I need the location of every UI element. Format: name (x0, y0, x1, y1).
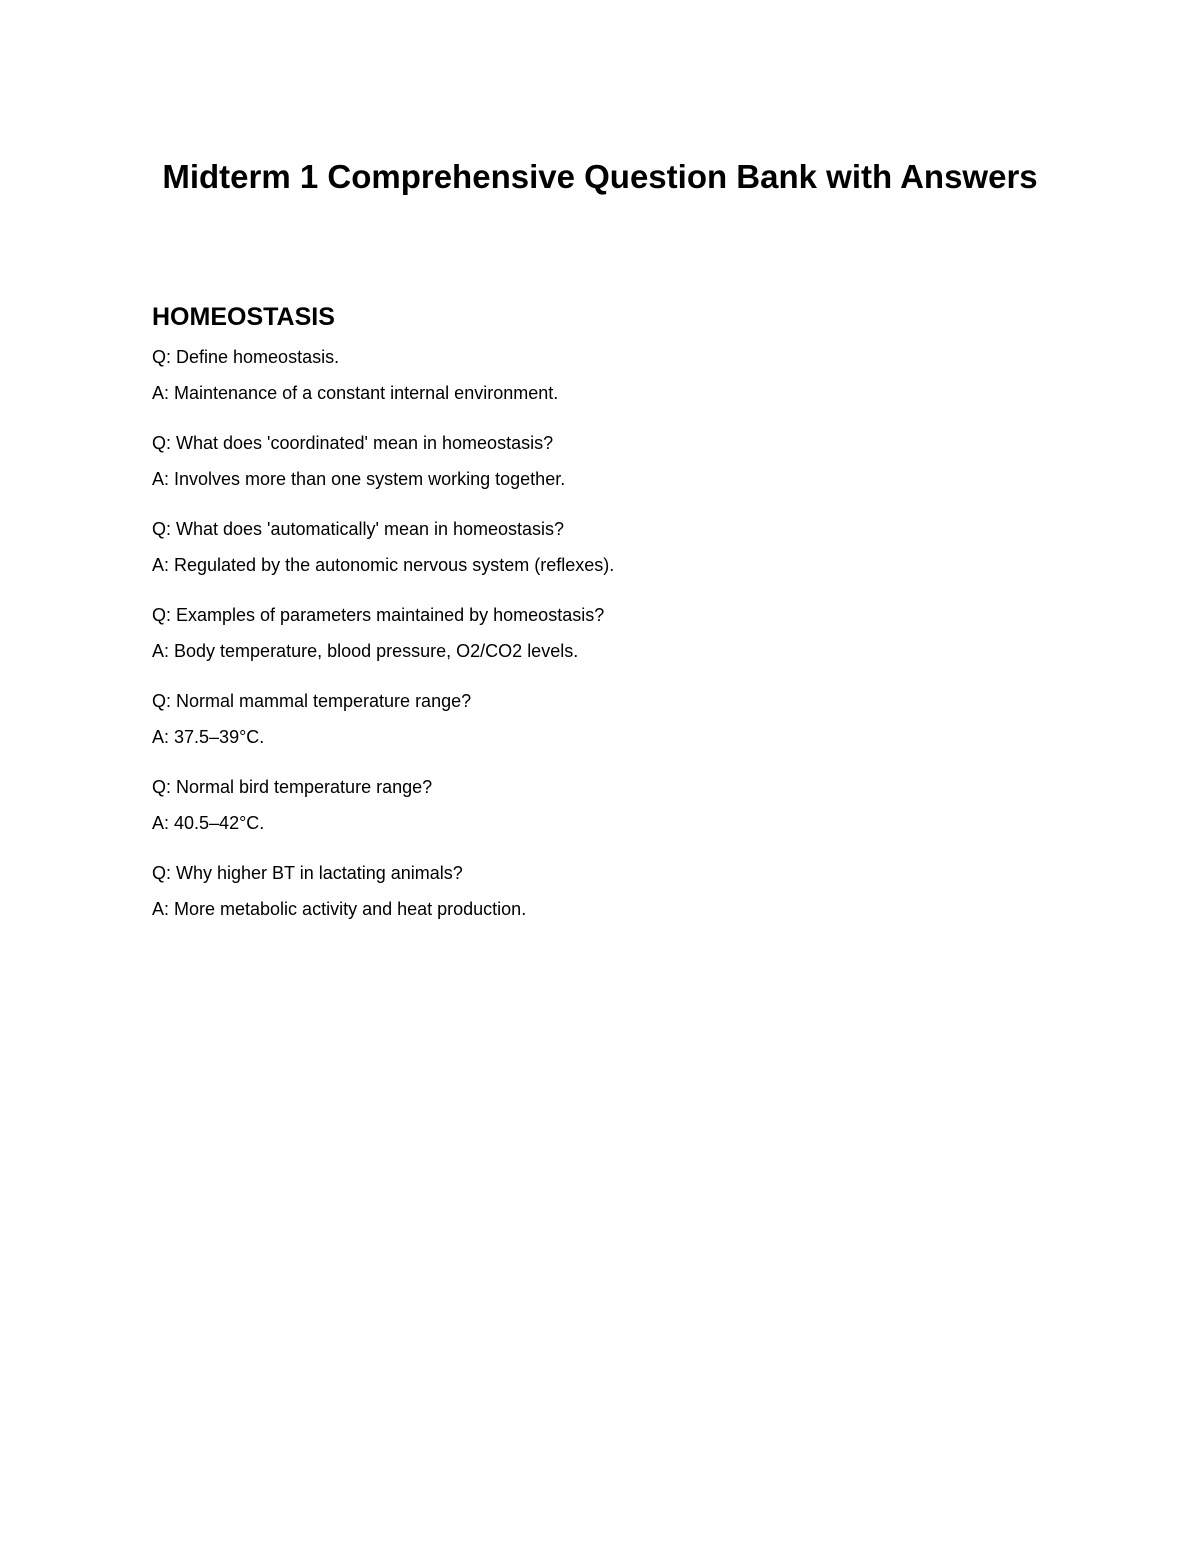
question-text: Q: Why higher BT in lactating animals? (152, 863, 463, 883)
qa-item (152, 770, 1052, 856)
document-title: Midterm 1 Comprehensive Question Bank with Answers (162, 158, 1038, 195)
answer-text: A: Regulated by the autonomic nervous system (reflexes). (152, 555, 615, 575)
question-text: Q: Define homeostasis. (152, 347, 340, 367)
question-text: Q: What does 'coordinated' mean in homeostasis? (152, 433, 554, 453)
answer-text: A: Maintenance of a constant internal environment. (152, 383, 559, 403)
answer-text: A: More metabolic activity and heat production. (152, 899, 527, 919)
qa-item (152, 426, 1052, 512)
answer-text: A: 37.5–39°C. (152, 727, 265, 747)
section-heading-homeostasis: HOMEOSTASIS (152, 303, 335, 331)
qa-list (152, 340, 1052, 942)
question-text: Q: Normal bird temperature range? (152, 777, 433, 797)
question-text: Q: What does 'automatically' mean in homeostasis? (152, 519, 565, 539)
question-text: Q: Examples of parameters maintained by homeostasis? (152, 605, 605, 625)
answer-text: A: 40.5–42°C. (152, 813, 265, 833)
answer-text: A: Involves more than one system working together. (152, 469, 566, 489)
qa-item (152, 684, 1052, 770)
qa-item (152, 856, 1052, 942)
qa-item (152, 340, 1052, 426)
qa-item (152, 598, 1052, 684)
answer-text: A: Body temperature, blood pressure, O2/CO2 levels. (152, 641, 579, 661)
qa-item (152, 512, 1052, 598)
question-text: Q: Normal mammal temperature range? (152, 691, 472, 711)
